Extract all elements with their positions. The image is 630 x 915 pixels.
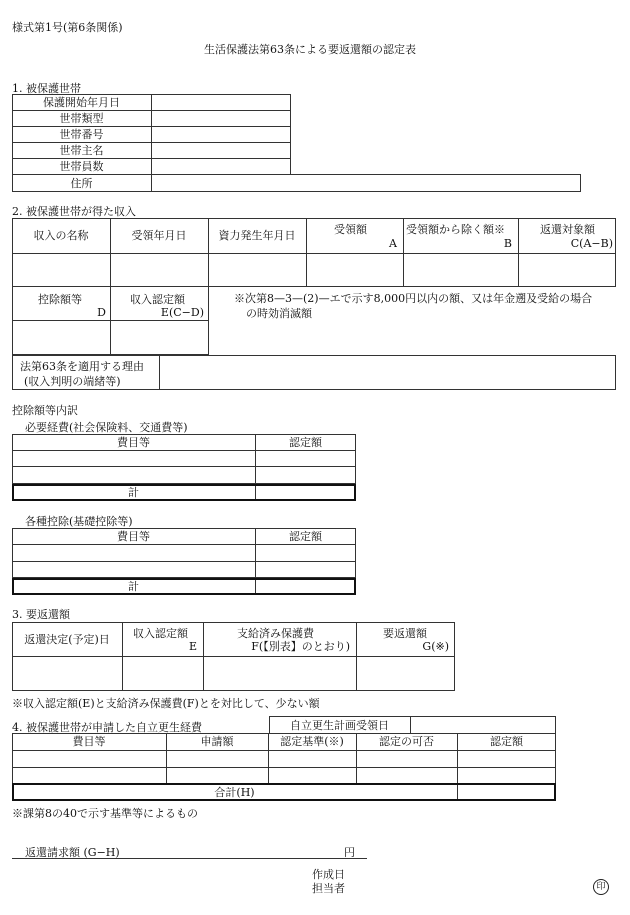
header-repayment-code: G(※) xyxy=(422,640,449,653)
reason-label-line2: (収入判明の端緒等) xyxy=(24,375,121,388)
reason-label-line1: 法第63条を適用する理由 xyxy=(20,360,144,373)
various-deductions-heading: 各種控除(基礎控除等) xyxy=(25,515,133,528)
header-income-name: 収入の名称 xyxy=(33,229,89,242)
section1-heading: 1. 被保護世帯 xyxy=(12,82,81,95)
header-approved-amount: 認定額 xyxy=(490,735,523,748)
grand-total-label: 合計(H) xyxy=(214,785,255,799)
header-recognized-code: E(C−D) xyxy=(160,306,204,319)
section4-heading: 4. 被保護世帯が申請した自立更生経費 xyxy=(12,721,202,734)
label-member-count: 世帯員数 xyxy=(59,159,104,173)
header-excluded: 受領額から除く額※ xyxy=(406,223,505,236)
header-item: 費目等 xyxy=(72,735,106,748)
header-decision-date: 返還決定(予定)日 xyxy=(24,632,110,646)
header-amount: 受領額 xyxy=(334,223,367,236)
header-amount-code: A xyxy=(389,237,397,250)
label-address: 住所 xyxy=(70,176,93,190)
header-recognized-income: 収入認定額 xyxy=(133,627,188,640)
header-repayment-amount: 要返還額 xyxy=(383,627,427,640)
section3-heading: 3. 要返還額 xyxy=(12,608,70,621)
header-approval: 認定の可否 xyxy=(379,735,434,748)
label-start-date: 保護開始年月日 xyxy=(43,95,120,109)
header-deduction: 控除額等 xyxy=(38,293,82,306)
header-paid-benefits: 支給済み保護費 xyxy=(237,627,314,640)
header-item: 費目等 xyxy=(117,435,150,449)
exclusion-note-line1: ※次第8—3—(2)—エで示す8,000円以内の額、又は年金遡及受給の場合 xyxy=(234,292,593,305)
repayment-claim-label: 返還請求額 (G−H) xyxy=(25,846,120,859)
section4-note: ※課第8の40で示す基準等によるもの xyxy=(12,807,198,820)
total-label: 計 xyxy=(128,486,139,499)
form-number: 様式第1号(第6条関係) xyxy=(12,21,123,34)
header-requested-amount: 申請額 xyxy=(200,735,234,748)
header-recognized-income-code: E xyxy=(188,640,197,653)
exclusion-note-line2: の時効消滅額 xyxy=(246,307,312,320)
seal-mark-icon: 印 xyxy=(593,879,609,895)
section3-note: ※収入認定額(E)と支給済み保護費(F)とを対比して、少ない額 xyxy=(12,697,320,710)
header-receipt-date: 受領年月日 xyxy=(131,229,187,242)
deduction-breakdown-heading: 控除額等内訳 xyxy=(12,404,78,417)
header-approved-amount: 認定額 xyxy=(289,529,322,543)
yen-unit: 円 xyxy=(344,846,355,859)
header-deduction-code: D xyxy=(97,306,106,319)
header-paid-benefits-code: F(【別表】のとおり) xyxy=(251,640,350,653)
plan-received-date-label: 自立更生計画受領日 xyxy=(290,718,389,732)
header-criteria: 認定基準(※) xyxy=(280,735,344,748)
person-in-charge-label: 担当者 xyxy=(312,882,345,895)
header-recognized: 収入認定額 xyxy=(130,293,185,306)
claim-underline xyxy=(12,858,367,859)
necessary-expenses-heading: 必要経費(社会保険料、交通費等) xyxy=(25,421,188,434)
label-household-number: 世帯番号 xyxy=(59,127,104,141)
total-label: 計 xyxy=(128,580,139,593)
label-household-type: 世帯類型 xyxy=(59,111,104,125)
created-date-label: 作成日 xyxy=(312,868,345,881)
header-target: 返還対象額 xyxy=(540,223,595,236)
header-excluded-code: B xyxy=(503,237,512,250)
header-occurrence-date: 資力発生年月日 xyxy=(218,229,296,242)
label-head-name: 世帯主名 xyxy=(59,143,104,157)
section2-heading: 2. 被保護世帯が得た収入 xyxy=(12,205,136,218)
header-target-code: C(A−B) xyxy=(570,237,613,250)
header-approved-amount: 認定額 xyxy=(289,435,322,449)
header-item: 費目等 xyxy=(117,529,150,543)
page-title: 生活保護法第63条による要返還額の認定表 xyxy=(204,43,416,56)
